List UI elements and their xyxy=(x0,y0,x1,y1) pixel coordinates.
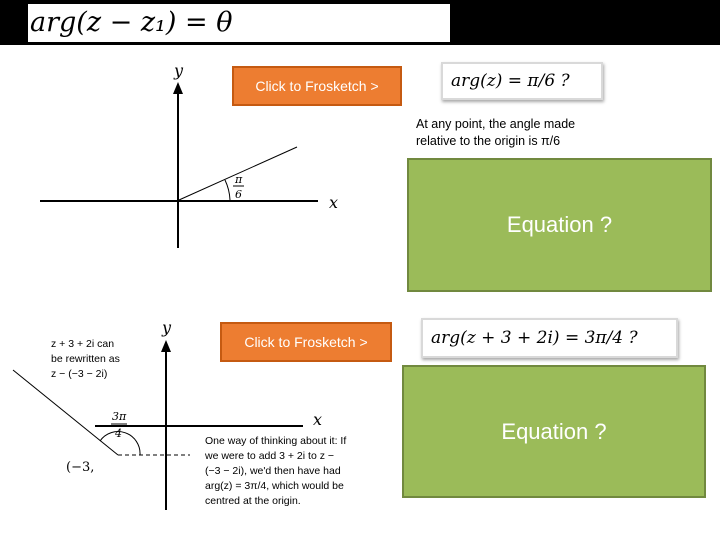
explain-line1: One way of thinking about it: If xyxy=(205,435,347,447)
bottom-half-line xyxy=(13,370,118,455)
top-angle-arc xyxy=(225,180,230,200)
top-equation-reveal[interactable] xyxy=(407,158,712,292)
rewrite-note xyxy=(51,337,161,382)
top-y-arrow xyxy=(173,82,183,94)
rewrite-line3: z − (−3 − 2i) xyxy=(51,368,108,380)
top-equation-reveal-label: Equation ? xyxy=(506,212,613,237)
explain-line3: (−3 − 2i), we'd then have had xyxy=(205,465,341,477)
explain-line4: arg(z) = 3π/4, which would be xyxy=(205,480,344,492)
bottom-frosketch-button-label: Click to Frosketch > xyxy=(244,334,368,350)
top-angle-num: π xyxy=(235,173,243,186)
top-note-line2: relative to the origin is π/6 xyxy=(416,134,561,148)
top-axis-x-label: x xyxy=(329,193,339,212)
top-question-text: arg(z) = π/6 ? xyxy=(451,71,570,91)
rewrite-line2: be rewritten as xyxy=(51,353,120,365)
bottom-equation-reveal-label: Equation ? xyxy=(501,418,607,444)
bottom-angle-num: 3π xyxy=(112,410,127,423)
explain-line2: we were to add 3 + 2i to z − xyxy=(205,450,334,462)
top-frosketch-button[interactable] xyxy=(232,66,402,106)
bottom-axis-y-label: y xyxy=(162,318,172,337)
bottom-axis-x-label: x xyxy=(313,410,323,429)
top-axis-y-label: y xyxy=(174,61,184,80)
top-frosketch-button-label: Click to Frosketch > xyxy=(255,78,379,94)
bottom-point-label: (−3, xyxy=(66,460,95,475)
bottom-equation-reveal[interactable] xyxy=(402,365,706,498)
slide-title: arg(z − z₁) = θ xyxy=(28,4,450,42)
top-question-box xyxy=(441,62,603,100)
bottom-angle-den: 4 xyxy=(115,427,122,440)
bottom-question-box xyxy=(421,318,678,358)
explain-note xyxy=(205,434,400,509)
rewrite-line1: z + 3 + 2i can xyxy=(51,338,115,350)
top-angle-den: 6 xyxy=(235,188,242,201)
top-note-line1: At any point, the angle made xyxy=(416,117,576,131)
bottom-question-text: arg(z + 3 + 2i) = 3π/4 ? xyxy=(431,328,638,348)
bottom-y-arrow xyxy=(161,340,171,352)
explain-line5: centred at the origin. xyxy=(205,495,301,507)
bottom-frosketch-button[interactable] xyxy=(220,322,392,362)
top-note xyxy=(416,116,621,150)
